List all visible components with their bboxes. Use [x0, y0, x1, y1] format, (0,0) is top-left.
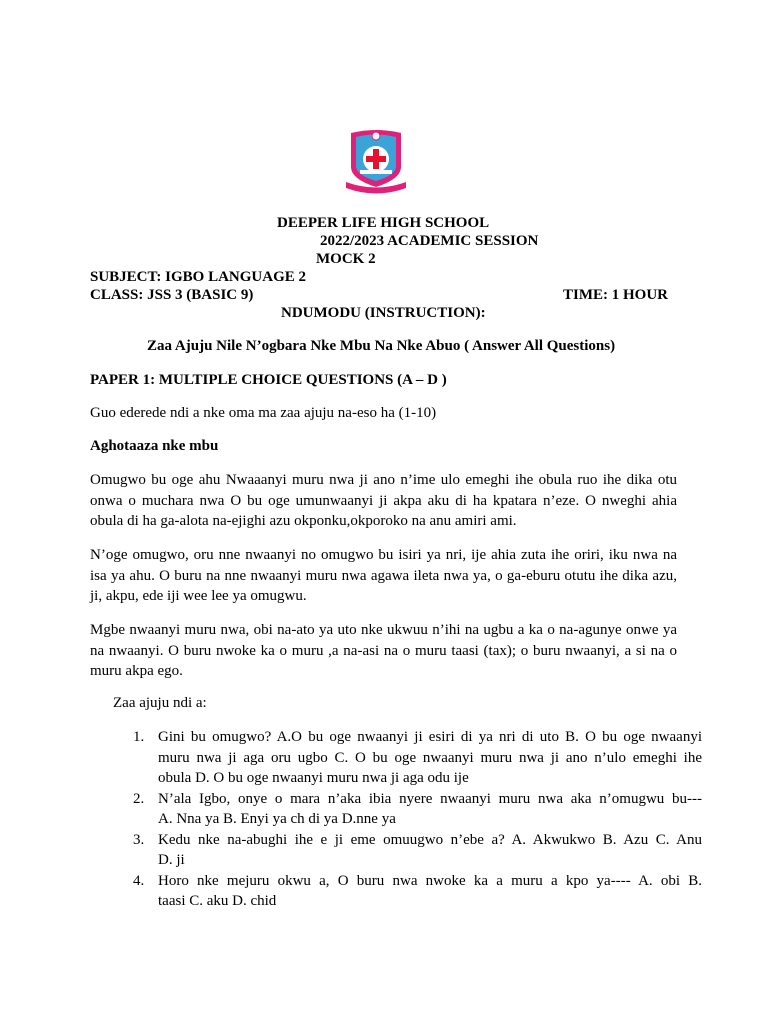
question-line: N’ala Igbo, onye o mara n’aka ibia nyere nwaanyi muru nwa aka n’omugwu bu--- — [158, 790, 702, 807]
questions-prompt: Zaa ajuju ndi a: — [113, 695, 207, 711]
question-item — [133, 871, 702, 912]
school-crest-logo — [345, 127, 407, 195]
question-line: Kedu nke na-abughi ihe e ji eme omuugwo n’ebe a? A. Akwukwo B. Azu C. Anu — [158, 831, 702, 848]
question-line: A. Nna ya B. Enyi ya ch di ya D.nne ya — [158, 811, 396, 827]
paragraph-line: Mgbe nwaanyi muru nwa, obi na-ato ya uto nke ukwuu n’ihi na ugbu a ka o na-agunye onwe ya — [90, 622, 677, 638]
passage-paragraph-1 — [90, 470, 677, 532]
paragraph-line: Omugwo bu oge ahu Nwaaanyi muru nwa ji ano n’ime ulo emeghi ihe obula ruo ihe dika otu — [90, 472, 677, 488]
question-number: 4. — [133, 872, 145, 889]
paragraph-line: ji, akpu, ede iji wee lee ya omugwu. — [90, 588, 307, 604]
exam-title: MOCK 2 — [316, 251, 376, 267]
question-line: muru nwa ji aga oru ugbo C. O bu oge nwaanyi muru nwa ji ano n’ulo emeghi ihe — [158, 749, 702, 766]
paragraph-line: na nwaanyi. O buru nwoke ka o muru ,a na-asi na o muru taasi (tax); o buru nwaanyi, a si na o — [90, 642, 677, 659]
question-line: obula D. O bu oge nwaanyi muru nwa ji aga odu ije — [158, 770, 469, 786]
instruction-title: NDUMODU (INSTRUCTION): — [281, 305, 486, 321]
question-line: D. ji — [158, 852, 185, 868]
school-name: DEEPER LIFE HIGH SCHOOL — [277, 215, 490, 231]
question-item — [133, 789, 702, 830]
paragraph-line: obula di ha ga-alota na-ejighi azu okponku,okporoko na anu amiri ami. — [90, 513, 517, 529]
subject-label: SUBJECT: IGBO LANGUAGE 2 — [90, 269, 307, 285]
question-line: Gini bu omugwo? A.O bu oge nwaanyi ji esiri di ya nri di uto B. O bu oge nwaanyi — [158, 729, 702, 745]
paragraph-line: muru akpa ego. — [90, 663, 183, 679]
question-item — [133, 727, 702, 789]
paper-title: PAPER 1: MULTIPLE CHOICE QUESTIONS (A – D ) — [90, 372, 447, 388]
question-line: Horo nke mejuru okwu a, O buru nwa nwoke ka a muru a kpo ya---- A. obi B. — [158, 872, 702, 889]
passage-paragraph-2 — [90, 545, 677, 607]
time-label: TIME: 1 HOUR — [563, 287, 668, 303]
class-label: CLASS: JSS 3 (BASIC 9) — [90, 287, 254, 303]
paragraph-line: onwa o muchara nwa O bu oge umunwaanyi ji akpa aku di ha kpatara n’eze. O nweghi ahia — [90, 492, 677, 509]
question-line: taasi C. aku D. chid — [158, 893, 277, 909]
question-number: 1. — [133, 729, 145, 745]
question-item — [133, 830, 702, 871]
paper-direction: Guo ederede ndi a nke oma ma zaa ajuju na-eso ha (1-10) — [90, 405, 437, 421]
passage-paragraph-3 — [90, 620, 677, 682]
question-number: 2. — [133, 790, 145, 807]
question-number: 3. — [133, 831, 145, 848]
question-list — [133, 727, 702, 912]
academic-session: 2022/2023 ACADEMIC SESSION — [320, 233, 539, 249]
instruction-text: Zaa Ajuju Nile N’ogbara Nke Mbu Na Nke Abuo ( Answer All Questions) — [147, 338, 616, 354]
passage-title: Aghotaaza nke mbu — [90, 438, 219, 454]
paragraph-line: isa ya ahu. O buru na nne nwaanyi muru nwa agawa ileta nwa ya, o ga-eburu otutu ihe dika azu, — [90, 567, 677, 584]
paragraph-line: N’oge omugwo, oru nne nwaanyi no omugwo bu isiri ya nri, ije ahia zuta ihe oriri, iku nwa na — [90, 547, 677, 563]
